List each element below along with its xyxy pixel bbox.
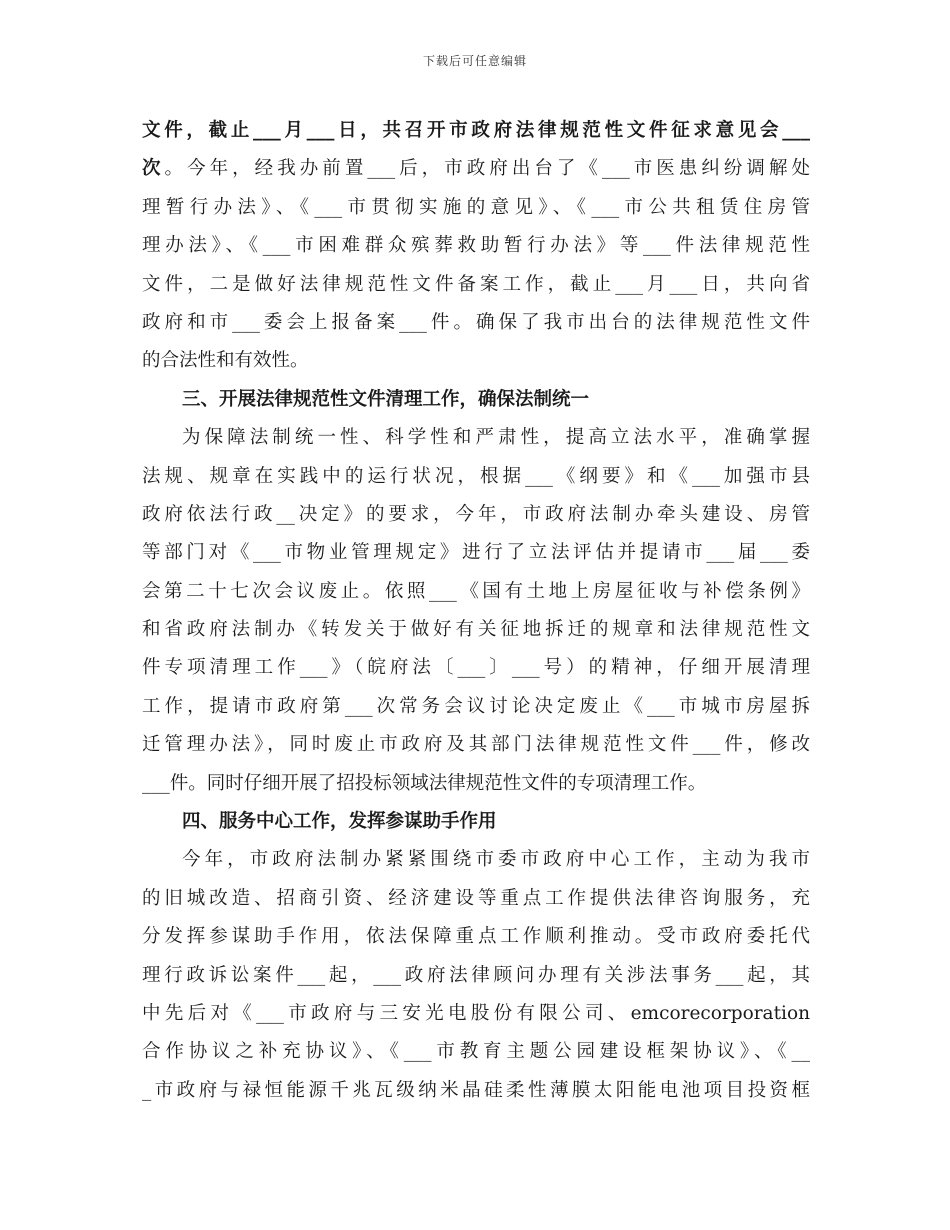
section-heading-4: 四、服务中心工作，发挥参谋助手作用 bbox=[182, 811, 497, 833]
paragraph-line-last: ___件。同时仔细开展了招投标领域法律规范性文件的专项清理工作。 bbox=[142, 772, 707, 794]
paragraph-line: 政府和市___委会上报备案___件。确保了我市出台的法律规范性文件 bbox=[142, 311, 810, 333]
paragraph-line: 等部门对《___市物业管理规定》进行了立法评估并提请市___届___委 bbox=[142, 542, 810, 564]
paragraph-line: 文件，截止___月___日，共召开市政府法律规范性文件征求意见会___ bbox=[142, 120, 810, 141]
paragraph-line: 政府依法行政__决定》的要求，今年，市政府法制办牵头建设、房管 bbox=[142, 503, 810, 525]
document-body bbox=[142, 112, 810, 1110]
paragraph-line: 中先后对《___市政府与三安光电股份有限公司、emcorecorporation bbox=[142, 1002, 810, 1024]
paragraph-line: 的旧城改造、招商引资、经济建设等重点工作提供法律咨询服务，充 bbox=[142, 887, 810, 909]
paragraph-line: 理办法》、《___市困难群众殡葬救助暂行办法》等___件法律规范性 bbox=[142, 235, 810, 257]
paragraph-line-last: 的合法性和有效性。 bbox=[142, 350, 309, 372]
paragraph-line: 法规、规章在实践中的运行状况，根据___《纲要》和《___加强市县 bbox=[142, 465, 810, 487]
paragraph-line: 件专项清理工作___》（皖府法〔___〕___号）的精神，仔细开展清理 bbox=[142, 657, 810, 679]
paragraph-line: 工作，提请市政府第___次常务会议讨论决定废止《___市城市房屋拆 bbox=[142, 695, 810, 717]
page-header: 下载后可任意编辑 bbox=[422, 54, 527, 68]
bold-prefix: 次 bbox=[142, 158, 165, 180]
paragraph-line: 合作协议之补充协议》、《___市教育主题公园建设框架协议》、《__ bbox=[142, 1041, 810, 1063]
paragraph-line: 会第二十七次会议废止。依照___《国有土地上房屋征收与补偿条例》 bbox=[142, 580, 810, 602]
paragraph-line: 和省政府法制办《转发关于做好有关征地拆迁的规章和法律规范性文 bbox=[142, 619, 810, 641]
paragraph-line: _市政府与禄恒能源千兆瓦级纳米晶硅柔性薄膜太阳能电池项目投资框 bbox=[142, 1079, 810, 1101]
paragraph-line-first: 今年，市政府法制办紧紧围绕市委市政府中心工作，主动为我市 bbox=[182, 849, 810, 871]
paragraph-line-first: 为保障法制统一性、科学性和严肃性，提高立法水平，准确掌握 bbox=[182, 427, 810, 449]
line-remainder: 。今年，经我办前置___后，市政府出台了《___市医患纠纷调解处 bbox=[164, 158, 810, 180]
paragraph-line: 迁管理办法》，同时废止市政府及其部门法律规范性文件___件，修改 bbox=[142, 734, 810, 756]
paragraph-line: 分发挥参谋助手作用，依法保障重点工作顺利推动。受市政府委托代 bbox=[142, 926, 810, 948]
paragraph-line: 文件，二是做好法律规范性文件备案工作，截止___月___日，共向省 bbox=[142, 273, 810, 295]
paragraph-line: 理暂行办法》、《___市贯彻实施的意见》、《___市公共租赁住房管 bbox=[142, 196, 810, 218]
paragraph-line-mixed bbox=[142, 150, 810, 188]
section-heading-3: 三、开展法律规范性文件清理工作，确保法制统一 bbox=[182, 388, 590, 410]
paragraph-line: 理行政诉讼案件___起，___政府法律顾问办理有关涉法事务___起，其 bbox=[142, 964, 810, 986]
